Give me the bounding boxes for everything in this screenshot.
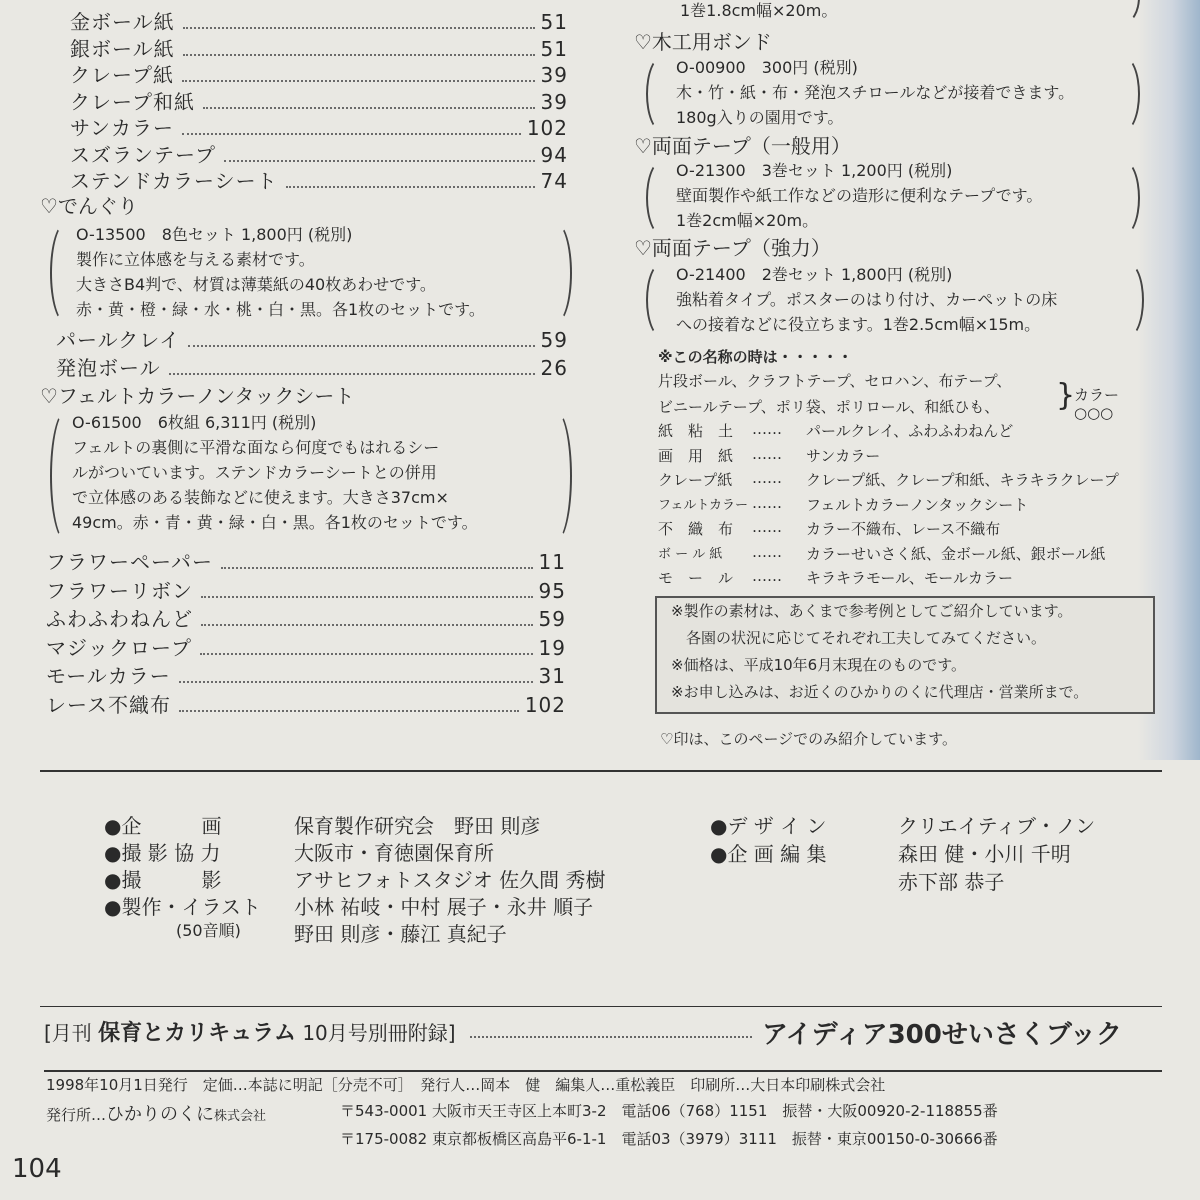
dot-leader: [182, 80, 535, 82]
index-row: [46, 632, 566, 661]
desc-line: 赤・黄・橙・緑・水・桃・白・黒。各1枚のセットです。: [76, 300, 485, 319]
brace-glyph: }: [1056, 378, 1076, 413]
index-row: [70, 112, 568, 141]
desc-line: への接着などに役立ちます。1巻2.5cm幅×15m。: [676, 315, 1041, 334]
naming-term: クレープ紙: [658, 471, 733, 489]
desc-line: O-21400 2巻セット 1,800円 (税別): [676, 265, 953, 284]
index-page: 39: [540, 89, 568, 114]
dengri-desc: [76, 222, 485, 322]
naming-line1: 片段ボール、クラフトテープ、セロハン、布テープ、: [658, 372, 1012, 390]
index-row: [70, 139, 568, 168]
index-row: [56, 352, 568, 381]
index-name: フラワーリボン: [46, 578, 193, 603]
note-line: 各園の状況に応じてそれぞれ工夫してみてください。: [671, 629, 1047, 647]
note-line: ※製作の素材は、あくまで参考例としてご紹介しています。: [671, 602, 1073, 620]
index-name: クレープ紙: [70, 63, 174, 87]
cut-line: 1巻1.8cm幅×20m。: [680, 1, 838, 20]
naming-dots: ……: [752, 493, 782, 512]
ryomen2-desc: [676, 262, 1057, 337]
left-bracket: [646, 160, 678, 236]
index-row: [56, 324, 568, 353]
credit-role: ●製作・イラスト: [104, 895, 261, 919]
felt-title: ♡フェルトカラーノンタックシート: [40, 384, 355, 408]
dot-leader: [182, 133, 521, 135]
naming-term: モ ー ル: [658, 569, 734, 587]
index-name: 金ボール紙: [70, 10, 175, 34]
right-bracket: [540, 222, 572, 324]
right-bracket: [1108, 0, 1140, 24]
index-row: [70, 165, 568, 194]
index-name: ふわふわねんど: [46, 607, 193, 631]
dot-leader: [179, 710, 519, 712]
naming-dots: ……: [752, 542, 782, 561]
desc-line: 1巻2cm幅×20m。: [676, 211, 819, 230]
naming-term: フェルトカラー: [658, 497, 748, 513]
index-page: 74: [540, 169, 568, 193]
index-row: [70, 86, 568, 115]
desc-line: O-21300 3巻セット 1,200円 (税別): [676, 161, 953, 180]
naming-list: クレープ紙、クレープ和紙、キラキラクレープ: [806, 471, 1119, 489]
naming-list: サンカラー: [806, 446, 881, 465]
credit-role: ●撮 影 協 力: [104, 841, 221, 865]
naming-list: フェルトカラーノンタックシート: [806, 495, 1029, 514]
magazine-post: 10月号別冊附録]: [302, 1021, 456, 1045]
desc-line: O-00900 300円 (税別): [676, 58, 858, 77]
dot-leader: [200, 653, 533, 655]
credit-role: ●撮 影: [104, 868, 222, 892]
index-page: 102: [524, 692, 566, 717]
index-row: [46, 575, 566, 604]
address-osaka: 〒543-0001 大阪市天王寺区上本町3-2 電話06（768）1151 振替・大阪00920-2-118855番: [340, 1102, 998, 1120]
desc-line: で立体感のある装飾などに使えます。大きさ37cm×: [72, 488, 449, 507]
desc-line: O-61500 6枚組 6,311円 (税別): [72, 413, 317, 432]
dot-leader: [286, 186, 535, 188]
book-title: アイディア300せいさくブック: [762, 1020, 1123, 1050]
naming-list: カラー不織布、レース不織布: [806, 520, 1001, 538]
divider-line: [40, 770, 1162, 772]
publisher-name: ひかりのくに: [106, 1104, 215, 1125]
naming-dots: ……: [752, 444, 782, 463]
desc-line: 製作に立体感を与える素材です。: [76, 250, 315, 269]
index-page: 19: [538, 635, 566, 660]
index-name: レース不織布: [46, 692, 171, 717]
index-name: サンカラー: [70, 116, 174, 140]
index-page: 51: [540, 36, 568, 61]
magazine-pre: [月刊: [44, 1021, 92, 1045]
felt-desc: [72, 410, 478, 535]
publisher-line: [46, 1100, 266, 1126]
magazine-title: 保育とカリキュラム: [98, 1021, 296, 1046]
desc-line: ルがついています。ステンドカラーシートとの併用: [72, 463, 437, 482]
naming-list: キラキラモール、モールカラー: [806, 569, 1014, 587]
credit-name: 赤下部 恭子: [898, 870, 1005, 894]
note-line: ※価格は、平成10年6月末現在のものです。: [671, 656, 967, 674]
credit-name: 大阪市・育徳園保育所: [294, 841, 494, 865]
naming-dots: ……: [752, 469, 782, 487]
desc-line: 壁面製作や紙工作などの造形に便利なテープです。: [676, 186, 1043, 205]
desc-line: O-13500 8色セット 1,800円 (税別): [76, 225, 353, 244]
dot-leader: [179, 681, 533, 683]
heart-note: ♡印は、このページでのみ紹介しています。: [660, 730, 957, 748]
naming-term: 紙 粘 土: [658, 422, 734, 440]
divider-line: [44, 1070, 1162, 1072]
publisher-suffix: 株式会社: [214, 1109, 267, 1124]
index-name: フラワーペーパー: [46, 550, 213, 574]
dot-leader: [203, 107, 535, 109]
left-bracket: [646, 56, 678, 132]
index-row: [70, 33, 568, 62]
dot-leader: [201, 596, 533, 598]
mokko-desc: [676, 55, 1074, 130]
index-name: スズランテープ: [70, 142, 216, 167]
index-name: 銀ボール紙: [70, 36, 175, 61]
address-tokyo: 〒175-0082 東京都板橋区高島平6-1-1 電話03（3979）3111 振替・東京00150-0-30666番: [340, 1130, 998, 1148]
dot-leader: [169, 373, 535, 375]
index-row: [46, 689, 566, 718]
naming-term: ボ ー ル 紙: [658, 546, 723, 562]
mokko-title: ♡木工用ボンド: [634, 30, 772, 54]
naming-term: 画 用 紙: [658, 446, 734, 465]
desc-line: 木・竹・紙・布・発泡スチロールなどが接着できます。: [676, 83, 1075, 102]
index-page: 11: [538, 550, 566, 574]
naming-list: パールクレイ、ふわふわねんど: [806, 422, 1014, 440]
dot-leader: [201, 624, 533, 626]
naming-dots: ……: [752, 567, 782, 585]
index-row: [46, 546, 566, 575]
desc-line: 49cm。赤・青・黄・緑・白・黒。各1枚のセットです。: [72, 513, 478, 532]
desc-line: 大きさB4判で、材質は薄葉紙の40枚あわせです。: [76, 275, 436, 294]
dot-leader: [221, 567, 533, 569]
naming-dots: ……: [752, 420, 782, 438]
credit-name: 小林 祐岐・中村 展子・永井 順子: [294, 895, 594, 919]
ryomen1-desc: [676, 158, 1042, 233]
index-row: [70, 6, 568, 35]
notes-box: [655, 596, 1155, 714]
index-row: [46, 603, 566, 632]
index-page: 102: [526, 116, 568, 140]
right-bracket: [1112, 262, 1144, 338]
index-page: 94: [540, 142, 568, 167]
color-label: カラー: [1074, 386, 1120, 404]
index-page: 59: [538, 607, 566, 631]
index-page: 26: [540, 356, 568, 380]
index-page: 39: [540, 63, 568, 87]
index-name: パールクレイ: [56, 328, 181, 352]
right-bracket: [540, 410, 572, 542]
index-page: 31: [538, 664, 566, 688]
publisher-pre: 発行所…: [46, 1106, 107, 1124]
credit-name: 保育製作研究会 野田 則彦: [294, 814, 541, 838]
left-bracket: [646, 262, 678, 338]
credit-role: ●企 画 編 集: [710, 842, 827, 866]
dot-leader: [183, 27, 535, 29]
credit-name: クリエイティブ・ノン: [898, 814, 1096, 838]
right-bracket: [1108, 56, 1140, 132]
index-page: 95: [538, 578, 566, 603]
naming-dots: ……: [752, 518, 782, 536]
naming-term: 不 織 布: [658, 520, 734, 538]
ryomen1-title: ♡両面テープ（一般用）: [634, 134, 851, 158]
dot-leader: [224, 160, 535, 162]
desc-line: 180g入りの園用です。: [676, 108, 844, 127]
credit-role: ●企 画: [104, 814, 222, 838]
dengri-title: ♡でんぐり: [40, 194, 138, 218]
issue-line: 1998年10月1日発行 定価…本誌に明記［分売不可］ 発行人…岡本 健 編集人…重松義臣 印刷所…大日本印刷株式会社: [46, 1076, 886, 1094]
naming-list: カラーせいさく紙、金ボール紙、銀ボール紙: [806, 544, 1106, 563]
index-row: [70, 59, 568, 88]
credit-name: 野田 則彦・藤江 真紀子: [294, 922, 507, 946]
dot-leader: [470, 1036, 752, 1038]
dot-leader: [188, 345, 534, 347]
index-name: ステンドカラーシート: [70, 169, 278, 193]
index-page: 59: [540, 328, 568, 352]
naming-heading: ※この名称の時は・・・・・: [658, 348, 853, 366]
credit-role: ●デ ザ イ ン: [710, 814, 827, 838]
ryomen2-title: ♡両面テープ（強力）: [634, 236, 831, 260]
divider-line: [40, 1006, 1162, 1007]
desc-line: フェルトの裏側に平滑な面なら何度でもはれるシー: [72, 438, 440, 457]
color-circles: ○○○: [1074, 404, 1114, 422]
naming-line2: ビニールテープ、ポリ袋、ポリロール、和紙ひも、: [658, 398, 1000, 416]
index-name: マジックロープ: [46, 635, 192, 660]
index-page: 51: [540, 10, 568, 34]
credit-role: (50音順): [176, 921, 241, 940]
index-name: 発泡ボール: [56, 356, 161, 380]
credit-name: アサヒフォトスタジオ 佐久間 秀樹: [294, 868, 606, 892]
index-row: [46, 660, 566, 689]
page-number: 104: [12, 1154, 62, 1184]
desc-line: 強粘着タイプ。ポスターのはり付け、カーペットの床: [676, 290, 1058, 309]
dot-leader: [183, 54, 535, 56]
magazine-line: [44, 1016, 456, 1047]
credit-name: 森田 健・小川 千明: [898, 842, 1071, 866]
right-bracket: [1108, 160, 1140, 236]
index-name: モールカラー: [46, 664, 171, 688]
note-line: ※お申し込みは、お近くのひかりのくに代理店・営業所まで。: [671, 683, 1089, 701]
index-name: クレープ和紙: [70, 89, 195, 114]
